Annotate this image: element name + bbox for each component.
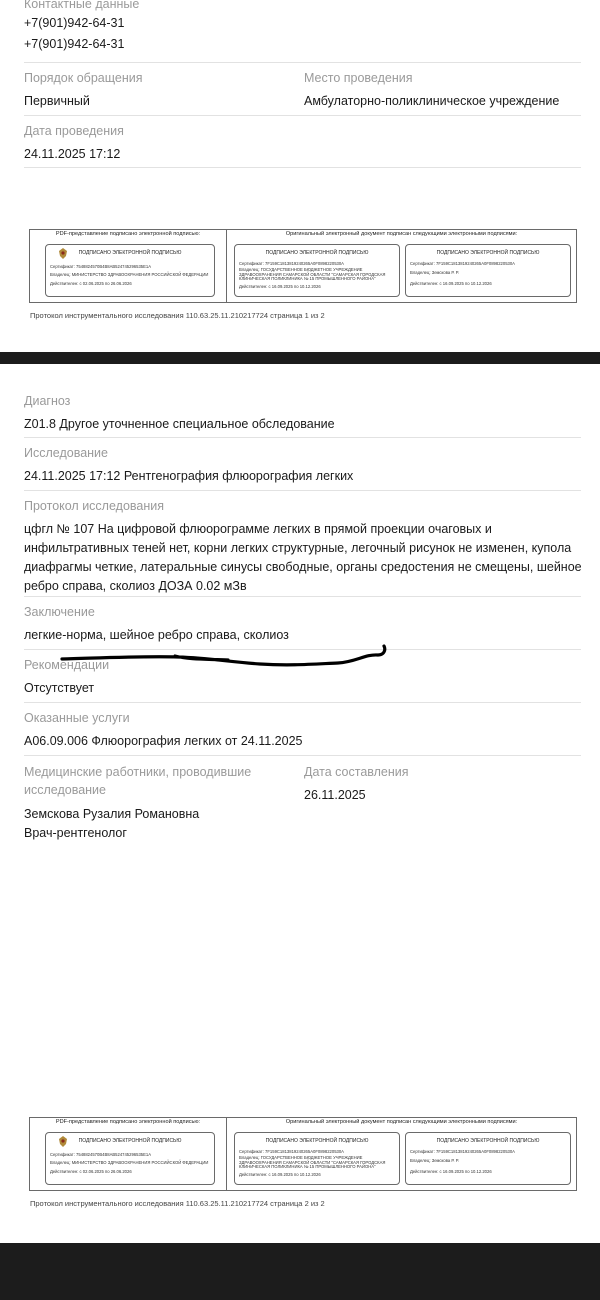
- signature-cert: Сертификат: 7548824570B4B8AB524745296535E1A: [50, 264, 152, 269]
- separator: [24, 115, 581, 116]
- signature-card: [405, 1132, 571, 1185]
- place-label: Место проведения: [304, 71, 413, 85]
- order-label: Порядок обращения: [24, 71, 143, 85]
- signature-card-title: ПОДПИСАНО ЭЛЕКТРОННОЙ ПОДПИСЬЮ: [265, 1138, 369, 1144]
- protocol-footer: Протокол инструментального исследования 110.63.25.11.210217724 страница 2 из 2: [30, 1199, 325, 1208]
- study-value: 24.11.2025 17:12 Рентгенография флюорография легких: [24, 469, 354, 483]
- signature-valid: Действителен: с 02.06.2025 по 26.06.2026: [50, 1169, 132, 1174]
- services-label: Оказанные услуги: [24, 711, 130, 725]
- separator: [24, 167, 581, 168]
- pdf-signature-section: [30, 230, 227, 302]
- diagnosis-field: [24, 392, 335, 434]
- pdf-signature-header: PDF-представление подписано электронной подписью:: [55, 1119, 201, 1125]
- document-page-1: [0, 0, 600, 352]
- staff-name: Земскова Рузалия Романовна: [24, 807, 200, 821]
- staff-role: Врач-рентгенолог: [24, 826, 127, 840]
- study-protocol-line: ребро справа, сколиоз ДОЗА 0.02 мЗв: [24, 579, 247, 593]
- separator: [24, 490, 581, 491]
- original-signature-header: Оригинальный электронный документ подписан следующими электронными подписями:: [285, 1119, 518, 1125]
- recommendations-value: Отсутствует: [24, 681, 95, 695]
- separator: [24, 62, 581, 63]
- signature-cert: Сертификат: 7F159C1813819240265A0F0898220530A: [239, 1149, 344, 1154]
- signature-owner: ЗДРАВООХРАНЕНИЯ САМАРСКОЙ ОБЛАСТИ "САМАРСКАЯ ГОРОДСКАЯ: [239, 271, 386, 277]
- signature-valid: Действителен: с 16.09.2025 по 10.12.2026: [239, 284, 321, 289]
- place-field: [304, 69, 559, 111]
- contacts-label: Контактные данные: [24, 0, 140, 11]
- signature-card: [234, 1132, 400, 1185]
- contacts-phone-1: +7(901)942-64-31: [24, 16, 125, 30]
- study-protocol-line: цфгл № 107 На цифровой флюорограмме легких в прямой проекции очаговых и: [24, 522, 492, 536]
- pen-scribble: [60, 640, 390, 672]
- contacts-field: [24, 0, 139, 54]
- order-field: [24, 69, 142, 111]
- study-label: Исследование: [24, 446, 108, 460]
- signature-owner: Владелец: Земскова Р. Р.: [410, 270, 459, 275]
- conclusion-label: Заключение: [24, 605, 95, 619]
- signature-owner: ЗДРАВООХРАНЕНИЯ САМАРСКОЙ ОБЛАСТИ "САМАРСКАЯ ГОРОДСКАЯ: [239, 1159, 386, 1165]
- services-value: A06.09.006 Флюорография легких от 24.11.2025: [24, 734, 303, 748]
- separator: [24, 437, 581, 438]
- original-signature-section: [227, 230, 576, 302]
- conclusion-value: легкие-норма, шейное ребро справа, сколиоз: [24, 628, 289, 642]
- place-value: Амбулаторно-поликлиническое учреждение: [304, 94, 560, 108]
- pdf-signature-section: [30, 1118, 227, 1190]
- signature-valid: Действителен: с 16.09.2025 по 10.12.2026: [239, 1172, 321, 1177]
- signature-owner: Владелец: МИНИСТЕРСТВО ЗДРАВООХРАНЕНИЯ РОССИЙСКОЙ ФЕДЕРАЦИИ: [50, 272, 209, 277]
- signature-cert: Сертификат: 7F159C1813819240265A0F0898220530A: [410, 1149, 515, 1154]
- signature-card-title: ПОДПИСАНО ЭЛЕКТРОННОЙ ПОДПИСЬЮ: [436, 250, 540, 256]
- signature-valid: Действителен: с 16.09.2025 по 10.12.2026: [410, 281, 492, 286]
- compiled-date-value: 26.11.2025: [304, 788, 366, 802]
- original-signature-header: Оригинальный электронный документ подписан следующими электронными подписями:: [285, 231, 518, 237]
- compiled-date-label: Дата составления: [304, 765, 409, 779]
- separator: [24, 702, 581, 703]
- order-value: Первичный: [24, 94, 90, 108]
- signature-card-title: ПОДПИСАНО ЭЛЕКТРОННОЙ ПОДПИСЬЮ: [78, 1138, 182, 1144]
- signature-owner: Владелец: ГОСУДАРСТВЕННОЕ БЮДЖЕТНОЕ УЧРЕЖДЕНИЕ: [239, 1155, 363, 1160]
- signature-owner: Владелец: ГОСУДАРСТВЕННОЕ БЮДЖЕТНОЕ УЧРЕЖДЕНИЕ: [239, 267, 363, 272]
- date-field: [24, 122, 124, 164]
- signature-cert: Сертификат: 7F159C1813819240265A0F0898220530A: [410, 261, 515, 266]
- signature-card-title: ПОДПИСАНО ЭЛЕКТРОННОЙ ПОДПИСЬЮ: [436, 1138, 540, 1144]
- services-field: [24, 709, 303, 751]
- signature-card: [45, 1132, 215, 1185]
- signature-owner: Владелец: МИНИСТЕРСТВО ЗДРАВООХРАНЕНИЯ РОССИЙСКОЙ ФЕДЕРАЦИИ: [50, 1160, 209, 1165]
- signature-valid: Действителен: с 16.09.2025 по 10.12.2026: [410, 1169, 492, 1174]
- signature-owner: КЛИНИЧЕСКАЯ ПОЛИКЛИНИКА № 15 ПРОМЫШЛЕННОГО РАЙОНА": [239, 276, 376, 281]
- page-gap: [0, 352, 600, 364]
- diagnosis-label: Диагноз: [24, 394, 71, 408]
- date-value: 24.11.2025 17:12: [24, 147, 121, 161]
- conclusion-field: [24, 603, 289, 645]
- signature-cert: Сертификат: 7F159C1813819240265A0F0898220530A: [239, 261, 344, 266]
- study-field: [24, 444, 353, 486]
- signature-card-title: ПОДПИСАНО ЭЛЕКТРОННОЙ ПОДПИСЬЮ: [78, 250, 182, 256]
- signature-card: [405, 244, 571, 297]
- contacts-phone-2: +7(901)942-64-31: [24, 37, 125, 51]
- staff-label: исследование: [24, 783, 106, 797]
- signature-owner: Владелец: Земскова Р. Р.: [410, 1158, 459, 1163]
- staff-label: Медицинские работники, проводившие: [24, 765, 252, 779]
- original-signature-section: [227, 1118, 576, 1190]
- signature-valid: Действителен: с 02.06.2025 по 26.06.2026: [50, 281, 132, 286]
- study-protocol-label: Протокол исследования: [24, 499, 165, 513]
- study-protocol-line: диафрагмы четкие, латеральные синусы свободные, органы средостения не смещены, шейное: [24, 560, 582, 574]
- protocol-footer: Протокол инструментального исследования 110.63.25.11.210217724 страница 1 из 2: [30, 311, 325, 320]
- diagnosis-value: Z01.8 Другое уточненное специальное обследование: [24, 417, 335, 431]
- signature-card-title: ПОДПИСАНО ЭЛЕКТРОННОЙ ПОДПИСЬЮ: [265, 250, 369, 256]
- signature-block: [29, 229, 577, 303]
- staff-field: [24, 763, 251, 843]
- signature-owner: КЛИНИЧЕСКАЯ ПОЛИКЛИНИКА № 15 ПРОМЫШЛЕННОГО РАЙОНА": [239, 1164, 376, 1169]
- date-label: Дата проведения: [24, 124, 124, 138]
- study-protocol-line: инфильтративных теней нет, корни легких структурные, легочный рисунок не изменен, купола: [24, 541, 572, 555]
- signature-cert: Сертификат: 7548824570B4B8AB524745296535E1A: [50, 1152, 152, 1157]
- pdf-signature-header: PDF-представление подписано электронной подписью:: [55, 231, 201, 237]
- recommendations-label: Рекомендации: [24, 658, 110, 672]
- separator: [24, 755, 581, 756]
- bottom-bar: [0, 1243, 600, 1300]
- signature-card: [45, 244, 215, 297]
- signature-card: [234, 244, 400, 297]
- separator: [24, 596, 581, 597]
- study-protocol-field: [24, 497, 584, 596]
- compiled-date-field: [304, 763, 409, 805]
- signature-block: [29, 1117, 577, 1191]
